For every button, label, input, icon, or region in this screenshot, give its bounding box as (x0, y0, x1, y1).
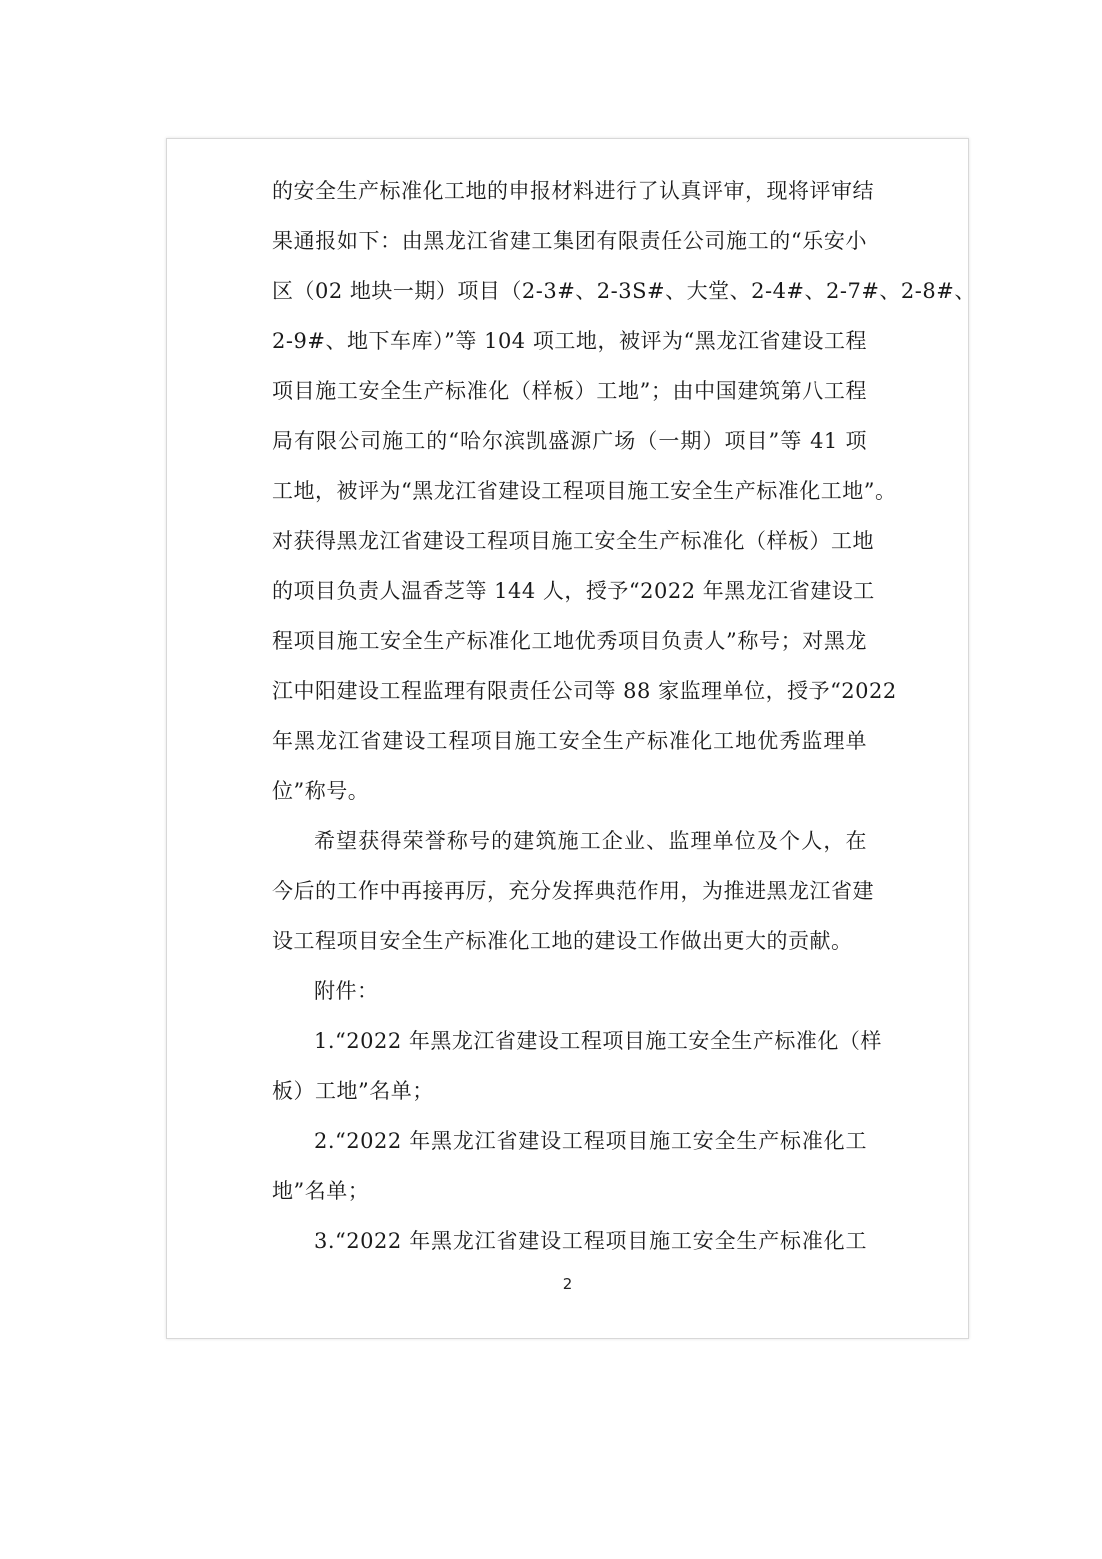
attachment-item: 2.“2022 年黑龙江省建设工程项目施工安全生产标准化工 (314, 1129, 867, 1153)
attachment-item: 地”名单； (272, 1179, 370, 1203)
text-line: 果通报如下：由黑龙江省建工集团有限责任公司施工的“乐安小 (272, 229, 867, 253)
body-text (272, 166, 976, 1266)
text-line: 2-9#、地下车库）”等 104 项工地，被评为“黑龙江省建设工程 (272, 329, 867, 353)
text-line: 的安全生产标准化工地的申报材料进行了认真评审，现将评审结 (272, 179, 874, 203)
text-line: 今后的工作中再接再厉，充分发挥典范作用，为推进黑龙江省建 (272, 879, 874, 903)
page-number: 2 (562, 1275, 573, 1293)
text-line: 年黑龙江省建设工程项目施工安全生产标准化工地优秀监理单 (272, 729, 867, 753)
attachments-heading: 附件： (314, 979, 379, 1003)
text-line: 设工程项目安全生产标准化工地的建设工作做出更大的贡献。 (272, 929, 853, 953)
text-line: 程项目施工安全生产标准化工地优秀项目负责人”称号；对黑龙 (272, 629, 867, 653)
text-line: 位”称号。 (272, 779, 370, 803)
text-line: 项目施工安全生产标准化（样板）工地”；由中国建筑第八工程 (272, 379, 867, 403)
text-line: 对获得黑龙江省建设工程项目施工安全生产标准化（样板）工地 (272, 529, 874, 553)
text-line: 区（02 地块一期）项目（2-3#、2-3S#、大堂、2-4#、2-7#、2-8#、 (272, 279, 976, 303)
attachment-item: 1.“2022 年黑龙江省建设工程项目施工安全生产标准化（样 (314, 1029, 882, 1053)
text-line: 局有限公司施工的“哈尔滨凯盛源广场（一期）项目”等 41 项 (272, 429, 867, 453)
document-page (166, 138, 976, 1339)
text-line: 工地，被评为“黑龙江省建设工程项目施工安全生产标准化工地”。 (272, 479, 897, 503)
text-line: 希望获得荣誉称号的建筑施工企业、监理单位及个人，在 (314, 829, 867, 853)
text-line: 江中阳建设工程监理有限责任公司等 88 家监理单位，授予“2022 (272, 679, 897, 703)
attachment-item: 板）工地”名单； (272, 1079, 434, 1103)
text-line: 的项目负责人温香芝等 144 人，授予“2022 年黑龙江省建设工 (272, 579, 875, 603)
attachment-item: 3.“2022 年黑龙江省建设工程项目施工安全生产标准化工 (314, 1229, 867, 1253)
